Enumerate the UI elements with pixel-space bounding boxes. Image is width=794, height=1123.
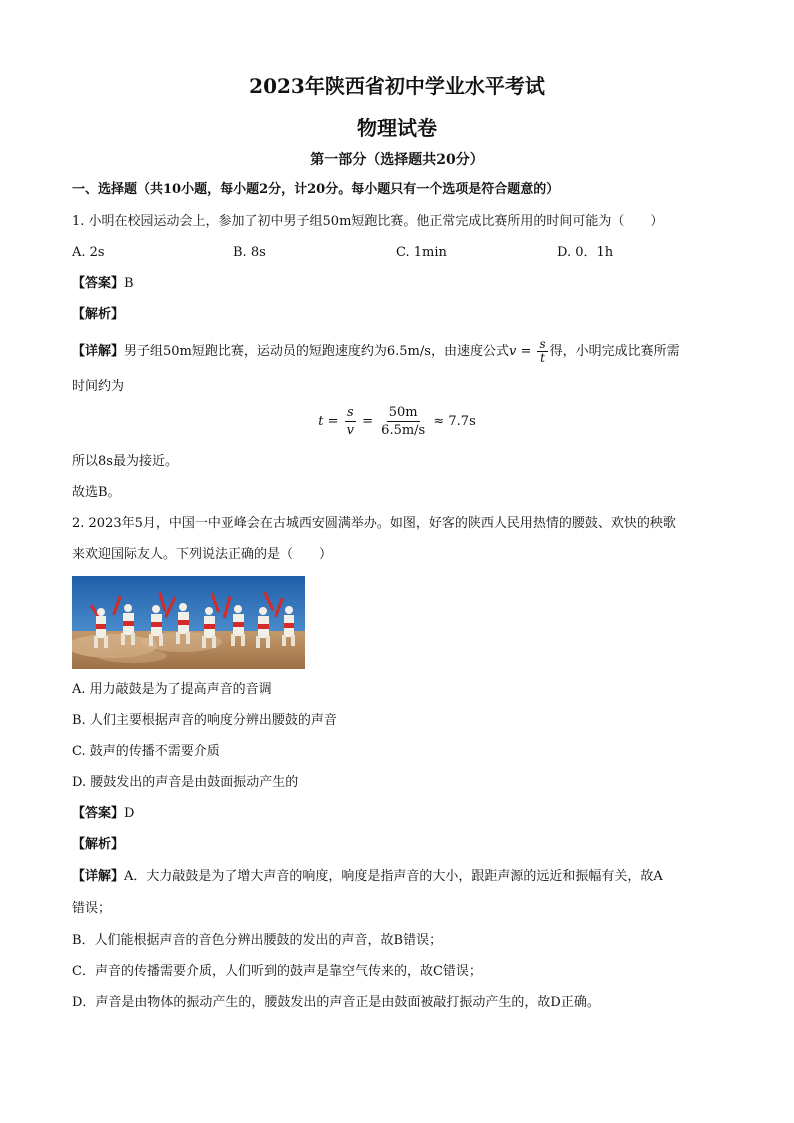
waist-drum-dance-photo — [72, 576, 305, 669]
detail-text: A．大力敲鼓是为了增大声音的响度，响度是指声音的大小，跟距声源的远近和振幅有关，故A — [124, 869, 663, 884]
q2-option-a: A. 用力敲鼓是为了提高声音的音调 — [72, 682, 272, 697]
answer-value: D — [124, 806, 135, 821]
formula-fraction-sv — [345, 404, 356, 439]
detail-tag: 【详解】 — [72, 344, 125, 359]
formula-denominator: 6.5m/s — [381, 423, 426, 438]
speed-fraction — [537, 338, 547, 365]
answer-tag: 【答案】 — [72, 276, 125, 291]
q1-stem: 1. 小明在校园运动会上，参加了初中男子组50m短跑比赛。他正常完成比赛所用的时间可能为（ ） — [72, 214, 664, 229]
q1-detail-line2: 时间约为 — [72, 379, 125, 394]
q2-option-d: D. 腰鼓发出的声音是由鼓面振动产生的 — [72, 775, 299, 790]
detail-text-2: 得，小明完成比赛所需 — [549, 344, 680, 359]
q1-choose: 故选B。 — [72, 485, 121, 500]
detail-text-1: 男子组50m短跑比赛，运动员的短跑速度约为6.5m/s，由速度公式 — [124, 344, 509, 359]
time-formula — [0, 404, 794, 439]
formula-equals-2: = — [358, 414, 378, 429]
formula-t: t — [318, 414, 324, 429]
q2-detail-line2: 错误； — [72, 901, 112, 916]
q1-detail-line1 — [72, 338, 680, 365]
detail-tag: 【详解】 — [72, 869, 125, 884]
q1-analysis-tag: 【解析】 — [72, 307, 125, 322]
q1-option-d: D. 0．1h — [557, 245, 614, 260]
q2-detail-line4: C．声音的传播需要介质，人们听到的鼓声是靠空气传来的，故C错误； — [72, 964, 482, 979]
fraction-numerator: s — [539, 337, 546, 351]
section-heading: 一、选择题（共10小题，每小题2分，计20分。每小题只有一个选项是符合题意的） — [72, 182, 560, 197]
answer-value: B — [124, 276, 134, 291]
q2-detail-line3: B．人们能根据声音的音色分辨出腰鼓的发出的声音，故B错误； — [72, 933, 443, 948]
formula-result: ≈ 7.7s — [433, 414, 476, 429]
q1-answer — [72, 274, 134, 294]
q2-stem-line2: 来欢迎国际友人。下列说法正确的是（ ） — [72, 547, 333, 562]
q1-conclusion: 所以8s最为接近。 — [72, 454, 178, 469]
exam-subtitle: 物理试卷 — [357, 116, 437, 140]
speed-v: v — [508, 344, 517, 359]
q2-answer — [72, 804, 134, 824]
equals-sign: = — [516, 344, 536, 359]
fraction-denominator: t — [540, 351, 545, 365]
q1-option-a: A. 2s — [72, 245, 105, 260]
q2-detail-line5: D．声音是由物体的振动产生的，腰鼓发出的声音正是由鼓面被敲打振动产生的，故D正确。 — [72, 995, 600, 1010]
formula-equals: = — [323, 414, 343, 429]
q2-option-c: C. 鼓声的传播不需要介质 — [72, 744, 220, 759]
exam-title: 2023年陕西省初中学业水平考试 — [249, 74, 545, 98]
q1-option-c: C. 1min — [396, 245, 447, 260]
q2-detail-line1 — [72, 867, 663, 887]
formula-fraction-values — [379, 404, 427, 439]
formula-v: v — [346, 423, 354, 438]
q2-analysis-tag: 【解析】 — [72, 837, 125, 852]
part-heading: 第一部分（选择题共20分） — [310, 152, 484, 168]
formula-s: s — [346, 405, 354, 420]
answer-tag: 【答案】 — [72, 806, 125, 821]
q2-stem-line1: 2. 2023年5月，中国一中亚峰会在古城西安圆满举办。如图，好客的陕西人民用热情的腰鼓、欢快的秧歌 — [72, 516, 676, 531]
q2-option-b: B. 人们主要根据声音的响度分辨出腰鼓的声音 — [72, 713, 337, 728]
formula-numerator: 50m — [388, 405, 418, 420]
q1-option-b: B. 8s — [233, 245, 266, 260]
